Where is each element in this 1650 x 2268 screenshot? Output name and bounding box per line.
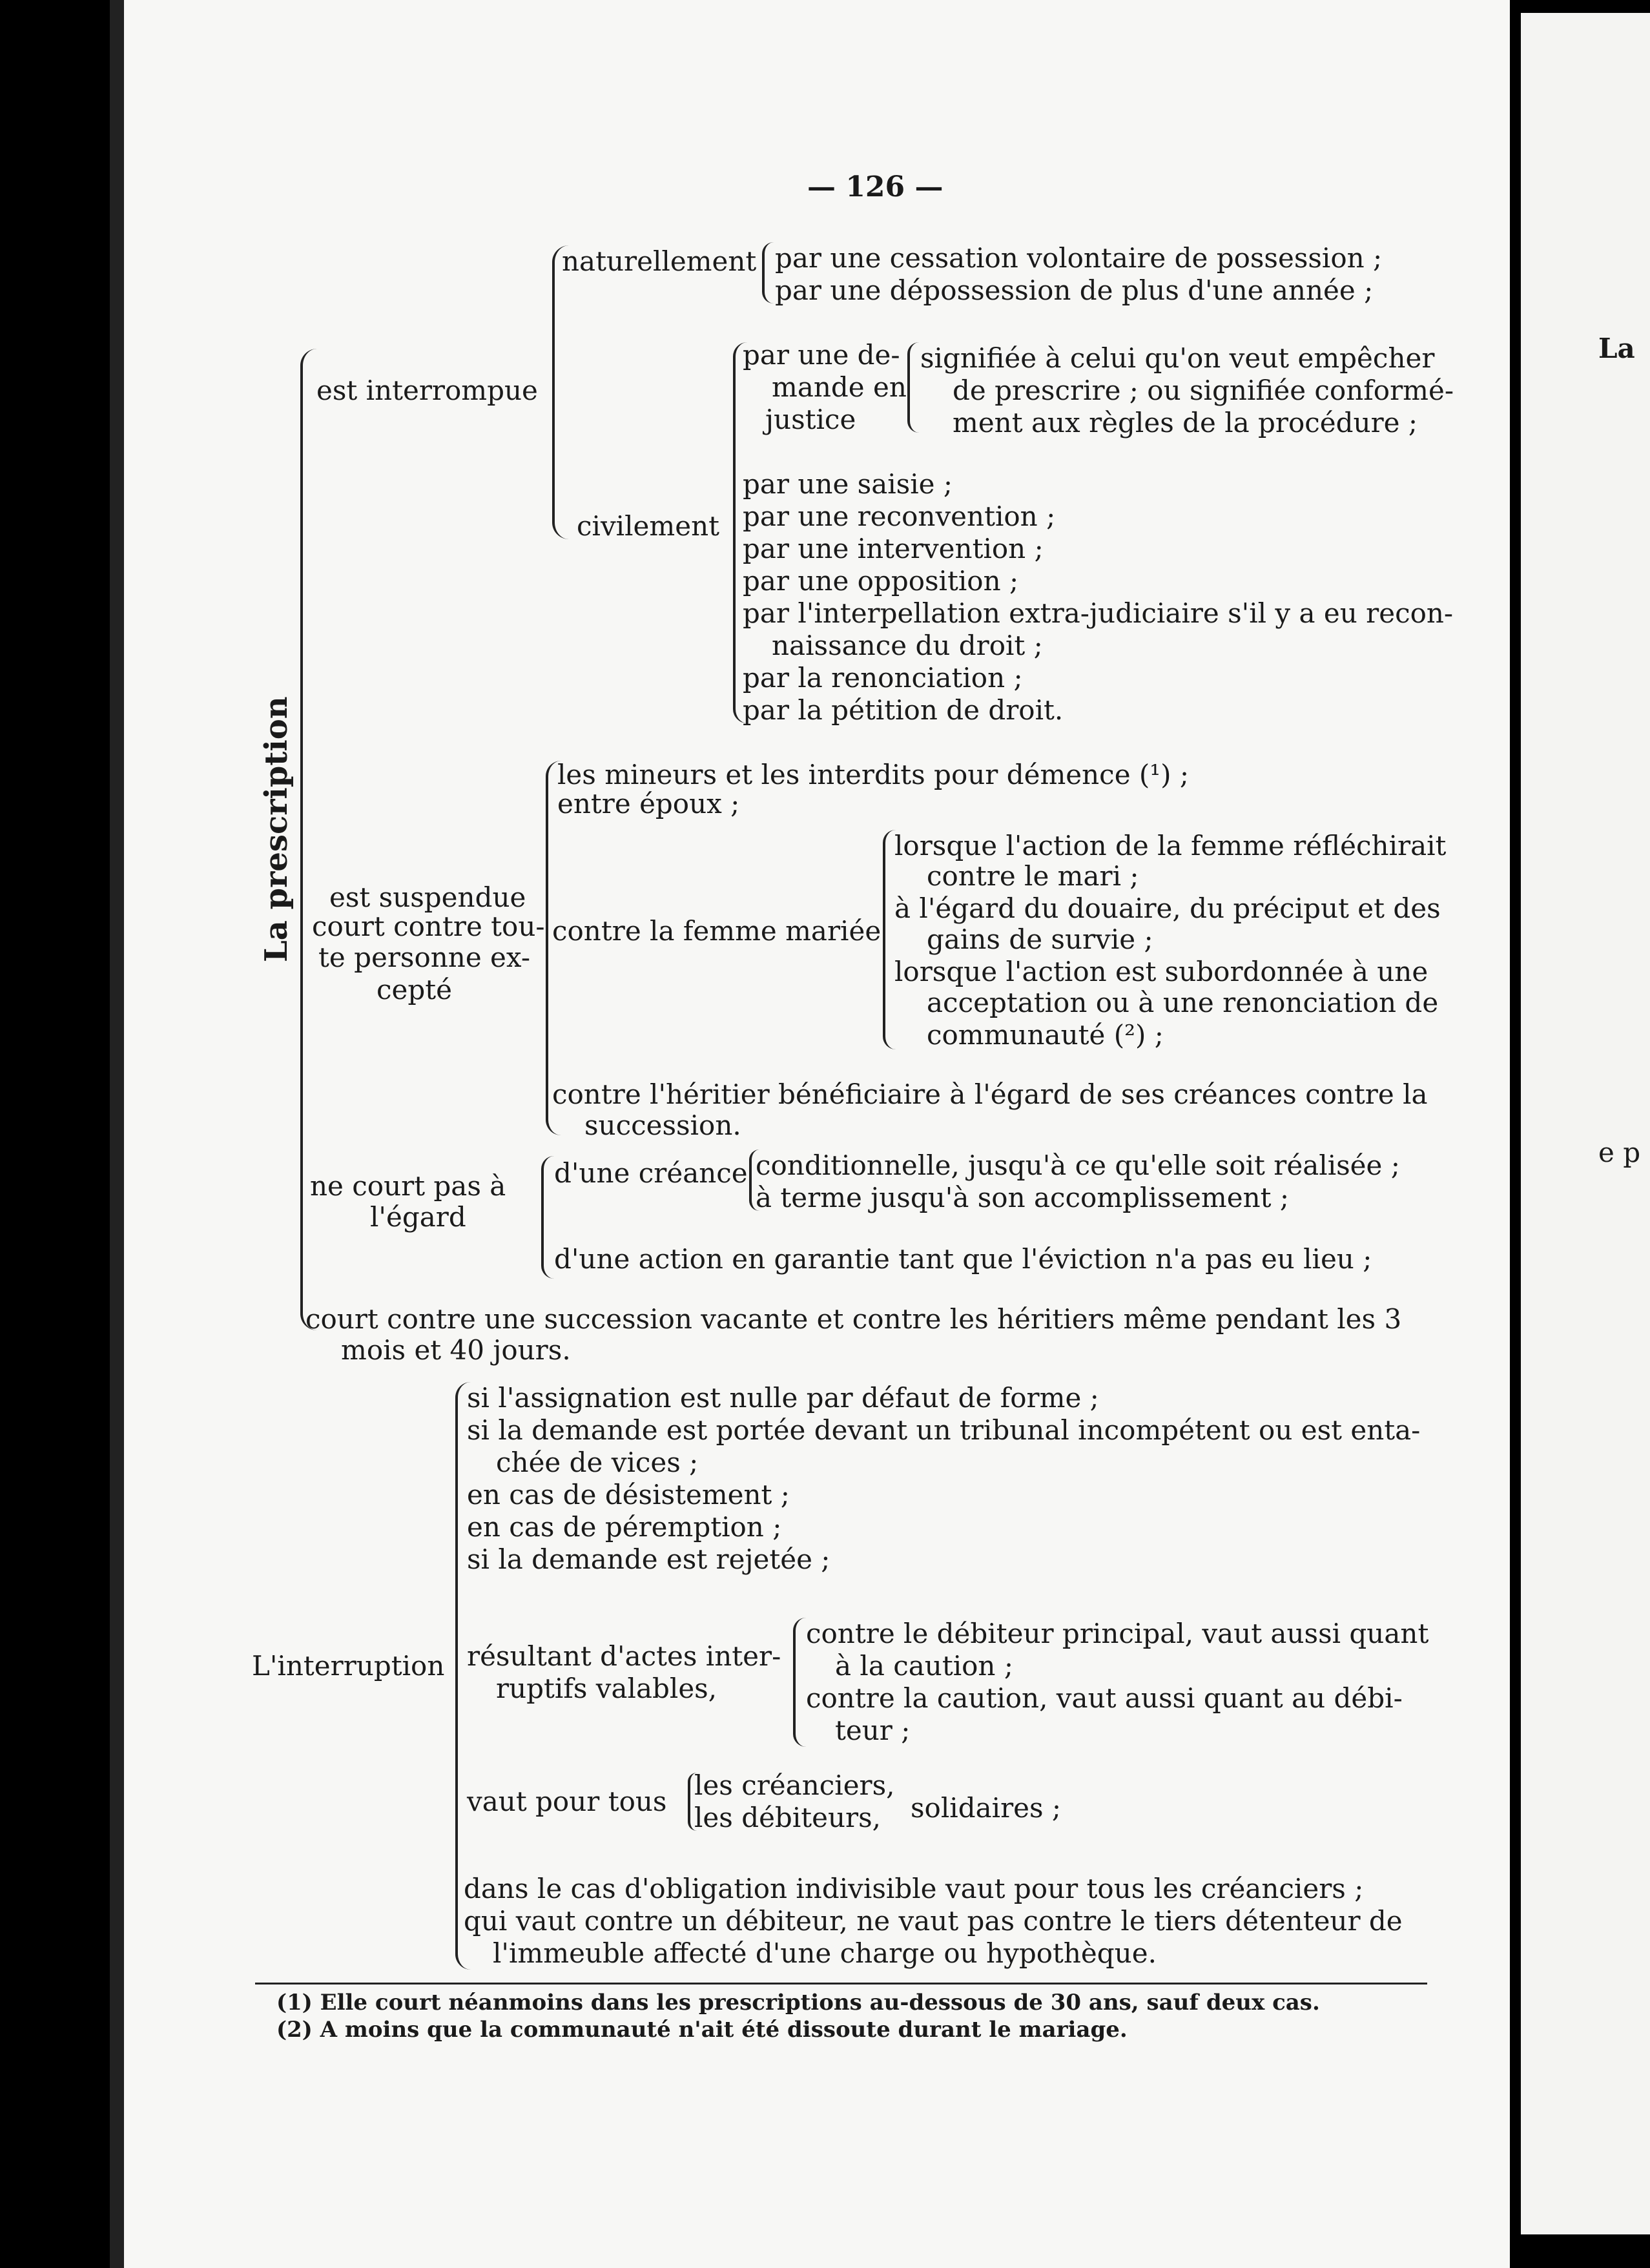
femme-mariee-brace xyxy=(883,830,896,1049)
outline-line: lorsque l'action de la femme réfléchirait xyxy=(894,830,1447,861)
outline-line: résultant d'actes inter- xyxy=(467,1640,781,1672)
outline-line: justice xyxy=(765,404,856,435)
outline-line: court contre tou- xyxy=(312,911,545,942)
outline-line: naturellement xyxy=(562,245,757,277)
outline-line: dans le cas d'obligation indivisible vaut pour tous les créanciers ; xyxy=(464,1873,1364,1904)
outline-line: si l'assignation est nulle par défaut de forme ; xyxy=(467,1382,1099,1414)
outline-line: solidaires ; xyxy=(911,1792,1062,1824)
outline-line: par la renonciation ; xyxy=(743,662,1023,694)
outline-line: en cas de péremption ; xyxy=(467,1511,782,1543)
outline-line: mois et 40 jours. xyxy=(341,1334,571,1366)
outline-line: mande en xyxy=(772,371,907,403)
outline-line: en cas de désistement ; xyxy=(467,1479,790,1510)
facing-page-fragment: La xyxy=(1598,333,1635,364)
footnote-1: (1) Elle court néanmoins dans les prescriptions au-dessous de 30 ans, sauf deux cas. xyxy=(276,1990,1320,2015)
outline-line: contre le mari ; xyxy=(927,860,1139,892)
outline-line: par une intervention ; xyxy=(743,533,1044,564)
outline-line: ne court pas à xyxy=(310,1170,506,1202)
main-heading: La prescription xyxy=(258,696,294,962)
outline-line: les créanciers, xyxy=(694,1769,895,1801)
outline-line: par une de- xyxy=(743,339,900,371)
outline-line: contre l'héritier bénéficiaire à l'égard de ses créances contre la xyxy=(552,1078,1428,1110)
outline-line: entre époux ; xyxy=(557,788,740,820)
ne-court-pas-brace xyxy=(541,1156,554,1279)
outline-line: civilement xyxy=(577,510,720,542)
outline-line: par une saisie ; xyxy=(743,468,953,500)
outline-line: l'immeuble affecté d'une charge ou hypothèque. xyxy=(493,1937,1157,1969)
outline-line: ruptifs valables, xyxy=(496,1673,717,1704)
outline-line: lorsque l'action est subordonnée à une xyxy=(894,956,1428,987)
justice-brace xyxy=(907,342,919,433)
outline-line: communauté (²) ; xyxy=(927,1019,1164,1051)
outline-line: par l'interpellation extra-judiciaire s'il y a eu recon- xyxy=(743,597,1454,629)
outline-line: de prescrire ; ou signifiée conformé- xyxy=(953,375,1454,406)
footnote-rule xyxy=(255,1983,1427,1984)
outline-line: par une cessation volontaire de possession ; xyxy=(775,242,1383,274)
outline-line: à terme jusqu'à son accomplissement ; xyxy=(756,1182,1289,1213)
outline-line: naissance du droit ; xyxy=(772,630,1043,661)
outline-line: par une reconvention ; xyxy=(743,500,1056,532)
outline-line: d'une créance xyxy=(554,1157,748,1189)
outline-line: à la caution ; xyxy=(835,1650,1013,1682)
outline-line: contre la femme mariée xyxy=(552,915,882,947)
naturellement-brace xyxy=(762,242,774,304)
outline-line: chée de vices ; xyxy=(496,1447,699,1478)
outline-line: teur ; xyxy=(835,1715,911,1746)
outline-line: contre la caution, vaut aussi quant au débi- xyxy=(806,1682,1403,1714)
page-spine-shadow xyxy=(110,0,124,2268)
outline-line: vaut pour tous xyxy=(467,1786,667,1817)
outline-line: qui vaut contre un débiteur, ne vaut pas contre le tiers détenteur de xyxy=(464,1905,1403,1937)
outline-line: signifiée à celui qu'on veut empêcher xyxy=(920,342,1435,374)
footnote-2: (2) A moins que la communauté n'ait été dissoute durant le mariage. xyxy=(276,2017,1128,2043)
outline-line: te personne ex- xyxy=(318,942,531,973)
outline-line: si la demande est portée devant un tribunal incompétent ou est enta- xyxy=(467,1414,1421,1446)
outline-line: conditionnelle, jusqu'à ce qu'elle soit réalisée ; xyxy=(756,1149,1400,1181)
outline-line: à l'égard du douaire, du préciput et des xyxy=(894,892,1441,924)
outline-line: les mineurs et les interdits pour démence (¹) ; xyxy=(557,759,1190,790)
outline-line: contre le débiteur principal, vaut aussi quant xyxy=(806,1618,1429,1649)
outline-line: les débiteurs, xyxy=(694,1802,882,1833)
outline-line: L'interruption xyxy=(252,1650,445,1682)
outline-line: est interrompue xyxy=(316,375,538,406)
outline-line: court contre une succession vacante et contre les héritiers même pendant les 3 xyxy=(305,1303,1402,1335)
outline-line: cepté xyxy=(376,974,452,1005)
outline-line: acceptation ou à une renonciation de xyxy=(927,987,1439,1018)
interrompue-brace xyxy=(552,245,569,539)
facing-page-fragment: e p xyxy=(1598,1137,1641,1168)
outline-line: l'égard xyxy=(370,1201,466,1233)
outline-line: d'une action en garantie tant que l'éviction n'a pas eu lieu ; xyxy=(554,1243,1372,1275)
outline-line: ment aux règles de la procédure ; xyxy=(953,407,1418,438)
outline-line: si la demande est rejetée ; xyxy=(467,1543,830,1575)
outline-line: par la pétition de droit. xyxy=(743,694,1064,726)
outline-line: par une opposition ; xyxy=(743,565,1019,597)
outline-line: est suspendue xyxy=(329,881,526,913)
outline-line: gains de survie ; xyxy=(927,923,1153,955)
facing-page-edge xyxy=(1521,13,1650,2234)
page-number: — 126 — xyxy=(807,170,944,203)
actes-brace xyxy=(793,1618,806,1747)
outline-line: par une dépossession de plus d'une année ; xyxy=(775,274,1374,306)
outline-line: succession. xyxy=(584,1109,741,1141)
